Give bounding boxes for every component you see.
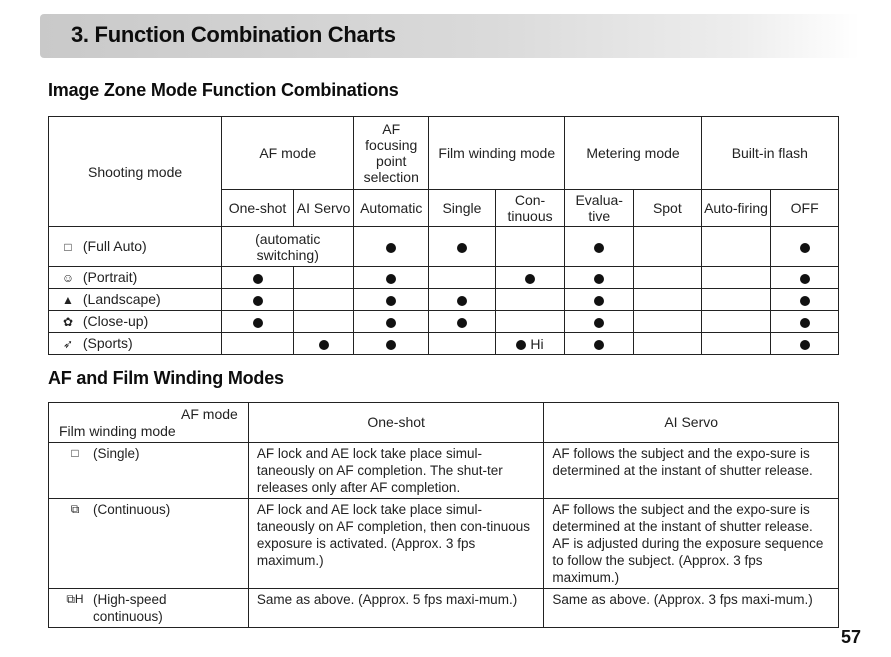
full-auto-icon: □ [64,240,72,254]
dot-marker [800,318,810,328]
header-film-winding: Film winding mode [429,117,565,190]
sub-auto-firing: Auto-firing [701,190,771,227]
corner-header [49,403,249,443]
portrait-icon: ☺ [61,271,75,285]
dot-marker [525,274,535,284]
corner-film-mode: Film winding mode [59,423,176,439]
dot-marker [386,274,396,284]
image-zone-table [48,116,839,355]
dot-marker [594,243,604,253]
page-title: 3. Function Combination Charts [71,22,396,47]
one-shot-desc: AF lock and AE lock take place simul-taneously on AF completion. The shut-ter releases only after AF completion. [248,443,544,499]
table-row [49,311,839,333]
mode-label: (High-speed continuous) [92,592,167,624]
table-row [49,499,839,589]
dot-marker [457,243,467,253]
dot-marker [253,296,263,306]
dot-marker [386,296,396,306]
dot-marker [594,296,604,306]
dot-marker [516,340,526,350]
dot-marker [386,318,396,328]
sub-evaluative: Evalua-tive [565,190,634,227]
dot-marker [594,274,604,284]
landscape-icon: ▲ [62,293,74,307]
sports-icon: ➶ [62,337,74,351]
mode-label: (Continuous) [93,502,171,517]
table-row [49,227,839,267]
mode-label: (Landscape) [82,291,161,307]
dot-marker [253,318,263,328]
single-frame-icon: □ [71,446,79,460]
af-film-table [48,402,839,628]
dot-marker [386,243,396,253]
corner-af-mode: AF mode [181,406,238,422]
col-ai-servo: AI Servo [544,403,839,443]
dot-marker [800,340,810,350]
table-row [49,443,839,499]
dot-marker [386,340,396,350]
sub-off: OFF [771,190,839,227]
continuous-icon: ⧉ [70,502,80,516]
one-shot-desc: AF lock and AE lock take place simul-taneously on AF completion, then con-tinuous exposure is activated. (Approx. 3 fps maximum.) [248,499,544,589]
sub-one-shot: One-shot [222,190,294,227]
mode-label: (Single) [93,446,140,461]
mode-label: (Full Auto) [82,238,147,254]
table-row [49,589,839,628]
mode-label: (Close-up) [82,313,149,329]
one-shot-desc: Same as above. (Approx. 5 fps maxi-mum.) [248,589,544,628]
header-af-point: AF focusing point selection [354,117,429,190]
section-title-af-film: AF and Film Winding Modes [48,368,284,388]
sub-continuous: Con-tinuous [495,190,565,227]
section-title-image-zone: Image Zone Mode Function Combinations [48,80,399,100]
close-up-icon: ✿ [62,315,74,329]
header-flash: Built-in flash [701,117,838,190]
table-row [49,333,839,355]
dot-marker [253,274,263,284]
mode-label: (Sports) [82,335,133,351]
header-metering: Metering mode [565,117,701,190]
table-row [49,289,839,311]
dot-marker [800,243,810,253]
ai-servo-desc: AF follows the subject and the expo-sure is determined at the instant of shutter release. AF is adjusted during the exposure sequence to follow the subject. (Approx. 3 fps maximum.) [544,499,839,589]
sub-spot: Spot [634,190,702,227]
sub-single: Single [429,190,496,227]
ai-servo-desc: AF follows the subject and the expo-sure is determined at the instant of shutter release. [544,443,839,499]
high-speed-continuous-icon: ⧉H [66,592,84,606]
header-shooting-mode: Shooting mode [49,117,222,227]
dot-marker [594,340,604,350]
af-note: (automatic switching) [222,227,354,267]
dot-marker [800,274,810,284]
dot-marker [594,318,604,328]
header-af-mode: AF mode [222,117,354,190]
dot-marker [457,318,467,328]
header-bar [40,14,860,58]
sub-automatic: Automatic [354,190,429,227]
hi-label: Hi [530,335,544,352]
table-row [49,267,839,289]
mode-label: (Portrait) [82,269,138,285]
dot-marker [457,296,467,306]
dot-marker [319,340,329,350]
sub-ai-servo: AI Servo [293,190,353,227]
dot-marker [800,296,810,306]
col-one-shot: One-shot [248,403,544,443]
page-number: 57 [841,627,862,647]
ai-servo-desc: Same as above. (Approx. 3 fps maxi-mum.) [544,589,839,628]
